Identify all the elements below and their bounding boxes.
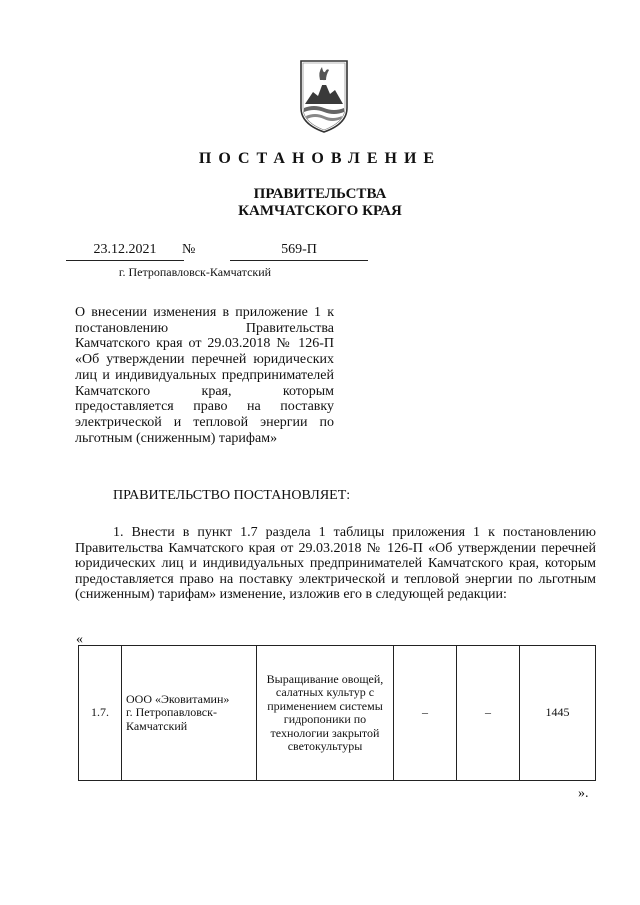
cell-value: 1445	[520, 646, 596, 781]
table-row	[79, 646, 596, 781]
cell-col4: –	[394, 646, 457, 781]
organization-name: ООО «Эковитамин»	[126, 691, 230, 706]
document-city: г. Петропавловск-Камчатский	[118, 265, 272, 279]
authority-line-1: ПРАВИТЕЛЬСТВА	[253, 186, 387, 202]
paragraph-1: 1. Внести в пункт 1.7 раздела 1 таблицы приложения 1 к постановлению Правительства Камчатского края от 29.03.2018 № 126-П «Об утверждении перечней юридических лиц и индивидуальных предпринимателей Камчатского края, которым предоставляется право на поставку электрической и тепловой энергии по льготным (сниженным) тарифам» изменение, изложив его в следующей редакции:	[75, 525, 596, 602]
number-sign: №	[182, 242, 196, 257]
cell-col5: –	[457, 646, 520, 781]
authority-line-2: КАМЧАТСКОГО КРАЯ	[238, 203, 402, 219]
close-quote: ».	[578, 786, 589, 801]
document-subject: О внесении изменения в приложение 1 к постановлению Правительства Камчатского края от 29.03.2018 № 126-П «Об утверждении перечней юридических лиц и индивидуальных предпринимателей Камчатского края, которым предоставляется право на поставку электрической и тепловой энергии по льготным (сниженным) тарифам»	[75, 305, 334, 446]
amendment-table	[78, 645, 596, 781]
open-quote: «	[76, 632, 83, 647]
cell-number: 1.7.	[79, 646, 122, 781]
document-number: 569-П	[281, 242, 317, 257]
date-underline	[66, 260, 184, 261]
cell-organization	[122, 646, 257, 781]
kamchatka-coat-of-arms-icon	[298, 58, 350, 134]
organization-city: г. Петропавловск-Камчатский	[126, 705, 217, 733]
issuing-authority	[0, 186, 640, 220]
document-type-title: ПОСТАНОВЛЕНИЕ	[198, 150, 442, 167]
document-date: 23.12.2021	[93, 242, 157, 257]
cell-activity: Выращивание овощей, салатных культур с применением системы гидропоники по технологии закрытой светокультуры	[257, 646, 394, 781]
decree-line: ПРАВИТЕЛЬСТВО ПОСТАНОВЛЯЕТ:	[113, 488, 351, 503]
number-underline	[230, 260, 368, 261]
